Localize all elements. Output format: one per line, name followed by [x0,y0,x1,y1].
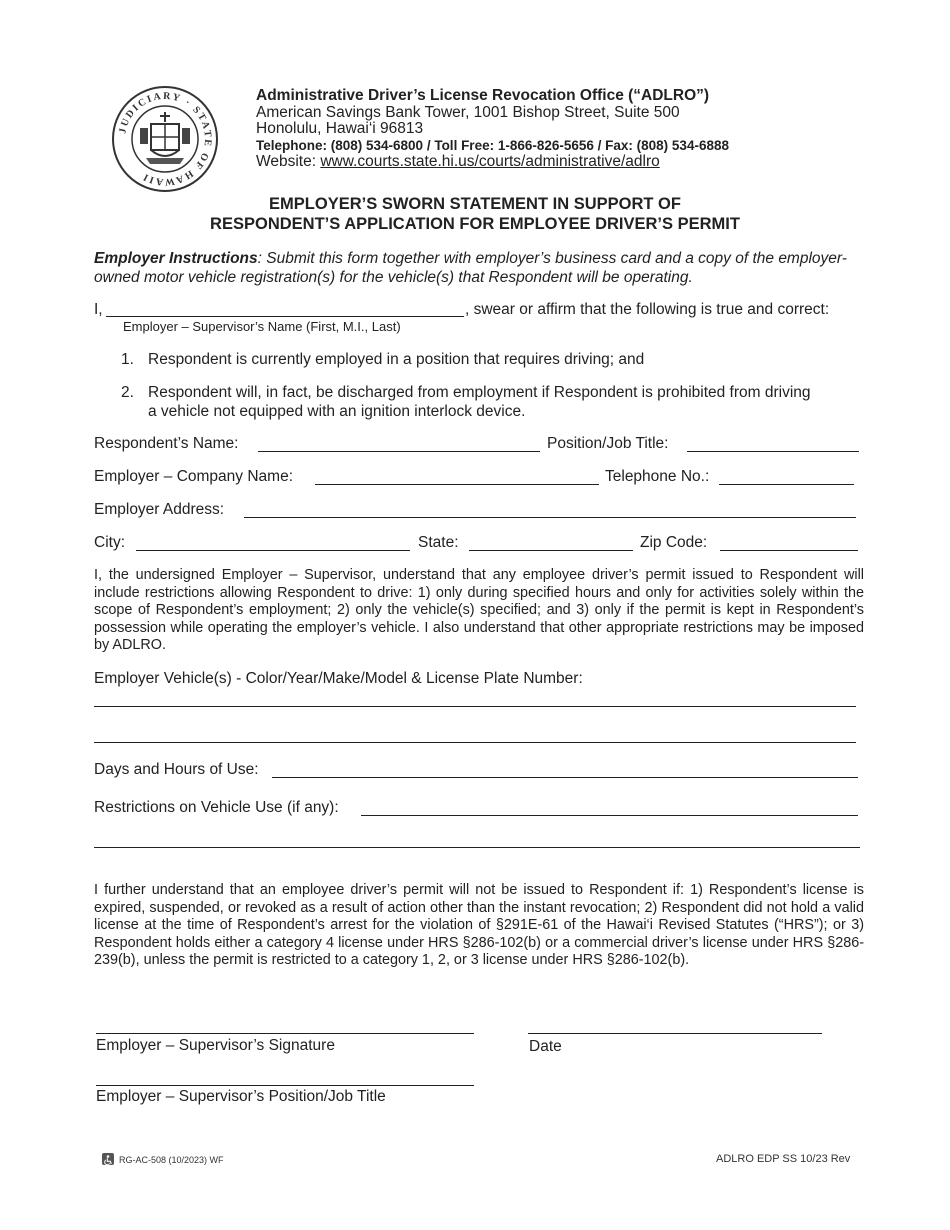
office-contact: Telephone: (808) 534-6800 / Toll Free: 1-866-826-5656 / Fax: (808) 534-6888 [256,137,729,153]
telephone-input[interactable] [719,484,854,485]
accessibility-icon [102,1153,114,1165]
understanding-paragraph-1: I, the undersigned Employer – Supervisor, understand that any employee driver’s permit issued to Respondent will include restrictions allowing Respondent to drive: 1) only during specified hours and only for activities solely within the scope of Respondent’s employment; 2) only the vehicle(s) specified; and 3) only if the permit is kept in Respondent’s possession while operating the employer’s vehicle. I also understand that other appropriate restrictions may be imposed by ADLRO. [94,567,864,653]
date-label: Date [529,1038,562,1055]
restrictions-input-line-2[interactable] [94,847,860,848]
position-signature-line[interactable] [96,1085,474,1086]
restrictions-input-line-1[interactable] [361,815,858,816]
date-line[interactable] [528,1033,822,1034]
signature-label: Employer – Supervisor’s Signature [96,1037,335,1054]
telephone-label: Telephone No.: [605,468,710,485]
zip-label: Zip Code: [640,534,708,551]
website-link[interactable]: www.courts.state.hi.us/courts/administrative/adlro [320,153,660,170]
form-title-line2: RESPONDENT’S APPLICATION FOR EMPLOYEE DRIVER’S PERMIT [210,215,740,233]
restrictions-label: Restrictions on Vehicle Use (if any): [94,799,339,816]
statement-2-text: Respondent will, in fact, be discharged from employment if Respondent is prohibited from driving [148,384,811,401]
vehicle-input-line-2[interactable] [94,742,856,743]
footer-form-code: RG-AC-508 (10/2023) WF [119,1155,224,1165]
office-name: Administrative Driver’s License Revocation Office (“ADLRO”) [256,87,710,104]
office-header [256,88,729,171]
statement-1-text: Respondent is currently employed in a position that requires driving; and [148,351,645,368]
oath-prefix: I, [94,301,103,318]
city-input[interactable] [136,550,410,551]
state-label: State: [418,534,459,551]
judiciary-seal [110,84,220,194]
form-title [0,194,950,234]
form-title-line1: EMPLOYER’S SWORN STATEMENT IN SUPPORT OF [269,195,681,213]
supervisor-name-line[interactable] [106,316,464,317]
employer-address-input[interactable] [244,517,856,518]
signature-line[interactable] [96,1033,474,1034]
understanding-paragraph-2: I further understand that an employee driver’s permit will not be issued to Respondent if: 1) Respondent’s license is expired, suspended, or revoked as a result of action other than the instant revocation; 2) Respondent did not hold a valid license at the time of Respondent’s arrest for the violation of §291E-61 of the Hawai‘i Revised Statutes (“HRS”); or 3) Respondent holds either a category 4 license under HRS §286-102(b) or a commercial driver’s license under HRS §286-239(b), unless the permit is restricted to a category 1, 2, or 3 license under HRS §286-102(b). [94,882,864,968]
position-title-input[interactable] [687,451,859,452]
statement-2-text-cont: a vehicle not equipped with an ignition interlock device. [148,403,526,420]
statement-1-number: 1. [121,351,134,368]
state-input[interactable] [469,550,633,551]
office-website [256,154,729,171]
respondent-name-label: Respondent’s Name: [94,435,239,452]
position-signature-label: Employer – Supervisor’s Position/Job Title [96,1088,386,1105]
employer-instructions [94,249,864,287]
office-address-line1: American Savings Bank Tower, 1001 Bishop Street, Suite 500 [256,103,680,121]
footer-revision: ADLRO EDP SS 10/23 Rev [716,1153,851,1165]
instructions-label: Employer Instructions [94,250,258,267]
vehicle-label: Employer Vehicle(s) - Color/Year/Make/Model & License Plate Number: [94,670,583,687]
website-label: Website: [256,153,321,170]
city-label: City: [94,534,125,551]
employer-address-label: Employer Address: [94,501,225,518]
position-title-label: Position/Job Title: [547,435,669,452]
days-hours-label: Days and Hours of Use: [94,761,259,778]
company-name-input[interactable] [315,484,599,485]
statement-2-number: 2. [121,384,134,401]
oath-suffix: , swear or affirm that the following is true and correct: [465,301,830,318]
company-name-label: Employer – Company Name: [94,468,293,485]
seal-text: JUDICIARY · STATE OF HAWAII [117,90,214,188]
days-hours-input[interactable] [272,777,858,778]
vehicle-input-line-1[interactable] [94,706,856,707]
supervisor-name-caption: Employer – Supervisor’s Name (First, M.I., Last) [123,319,401,334]
office-address-line2: Honolulu, Hawai‘i 96813 [256,120,424,137]
zip-input[interactable] [720,550,858,551]
instructions-text: : Submit this form together with employer’s business card and a copy of the employer-owned motor vehicle registration(s) for the vehicle(s) that Respondent will be operating. [94,250,847,286]
respondent-name-input[interactable] [258,451,540,452]
